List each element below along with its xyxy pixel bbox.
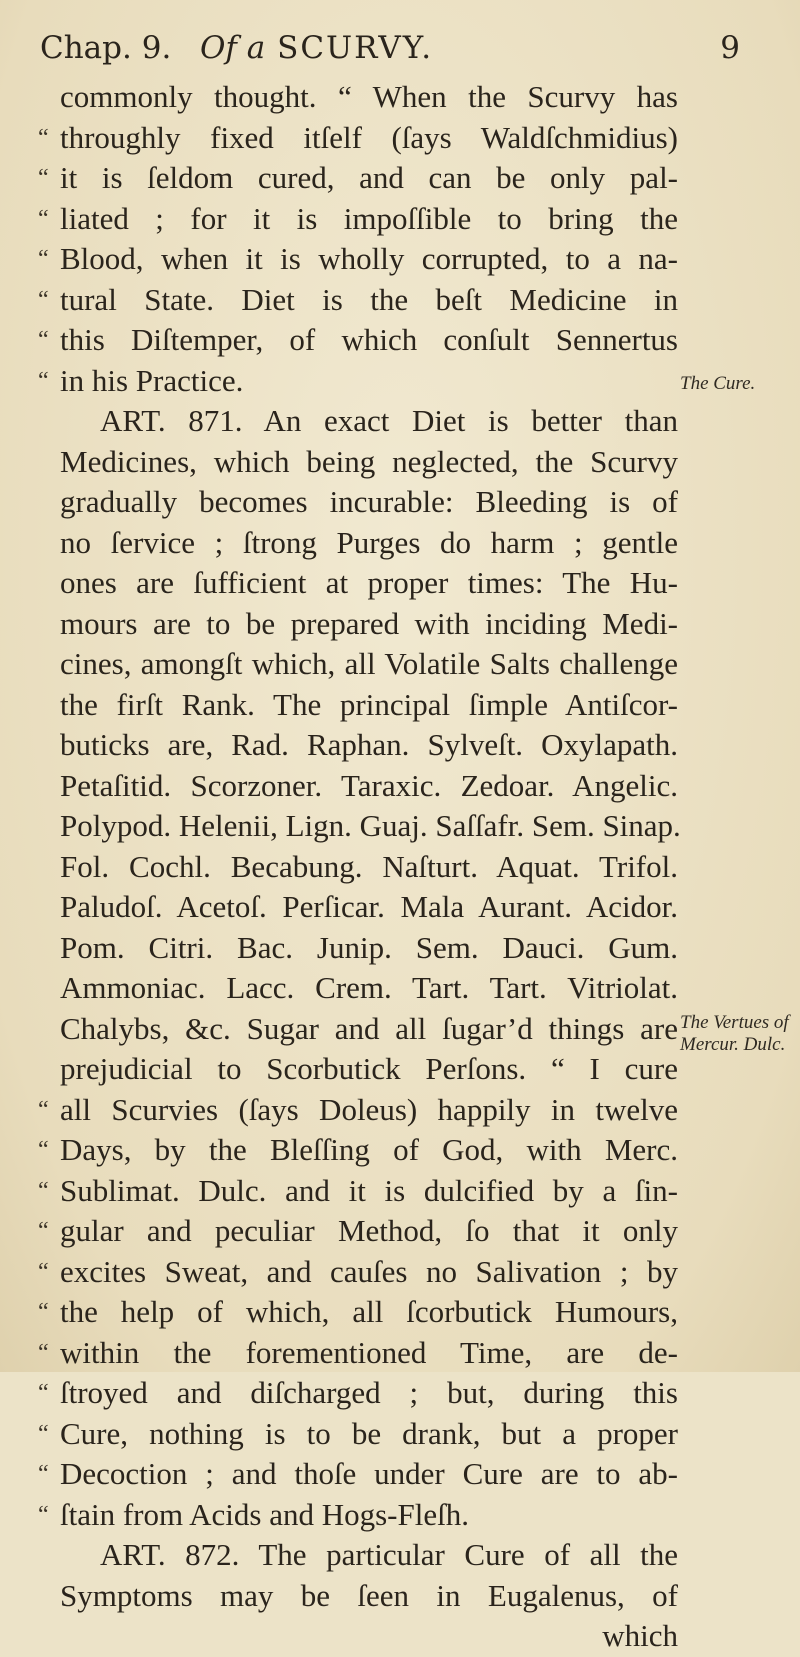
text-line bbox=[38, 1495, 678, 1536]
text-line bbox=[38, 280, 678, 321]
text-line bbox=[38, 685, 678, 726]
line-text: the firſt Rank. The principal ſimple Antiſcor- bbox=[60, 686, 678, 722]
text-line bbox=[38, 1454, 678, 1495]
line-text: prejudicial to Scorbutick Perſons. “ I cure bbox=[60, 1051, 678, 1086]
line-quote-mark: “ bbox=[38, 1177, 49, 1204]
line-text: ſtain from Acids and Hogs-Fleſh. bbox=[60, 1496, 469, 1532]
line-quote-mark: “ bbox=[38, 1420, 49, 1447]
running-title-main: SCURVY. bbox=[277, 30, 434, 66]
line-text: no ſervice ; ſtrong Purges do harm ; gentle bbox=[60, 524, 678, 560]
line-quote-mark: “ bbox=[38, 205, 49, 232]
line-text: Sublimat. Dulc. and it is dulcified by a ſin- bbox=[60, 1172, 678, 1208]
text-line bbox=[38, 158, 678, 199]
line-text: ones are ſufficient at proper times: The Hu- bbox=[60, 565, 678, 600]
line-text: excites Sweat, and cauſes no Salivation ; by bbox=[60, 1253, 678, 1289]
line-text: Pom. Citri. Bac. Junip. Sem. Dauci. Gum. bbox=[60, 929, 678, 965]
line-text: Paludoſ. Acetoſ. Perſicar. Mala Aurant. Acidor. bbox=[60, 889, 678, 924]
line-text: which bbox=[602, 1618, 678, 1653]
line-text: buticks are, Rad. Raphan. Sylveſt. Oxylapath. bbox=[60, 727, 678, 762]
text-line bbox=[38, 361, 678, 402]
body-text bbox=[38, 77, 681, 1657]
line-quote-mark: “ bbox=[38, 1461, 49, 1487]
line-text: this Diſtemper, of which conſult Sennertus bbox=[60, 322, 678, 357]
text-line bbox=[38, 199, 678, 240]
line-text: Symptoms may be ſeen in Eugalenus, of bbox=[60, 1577, 678, 1613]
line-text: cines, amongſt which, all Volatile Salts challenge bbox=[60, 646, 678, 681]
line-quote-mark: “ bbox=[38, 246, 49, 272]
text-line bbox=[38, 1576, 678, 1617]
text-line bbox=[38, 1049, 678, 1090]
line-quote-mark: “ bbox=[38, 286, 49, 313]
text-line bbox=[38, 1130, 678, 1171]
line-text: Polypod. Helenii, Lign. Guaj. Saſſafr. Sem. Sinap. bbox=[60, 808, 681, 843]
line-text: in his Practice. bbox=[60, 362, 244, 398]
line-text: Cure, nothing is to be drank, but a proper bbox=[60, 1415, 678, 1451]
text-line bbox=[38, 644, 678, 685]
running-title bbox=[200, 30, 433, 66]
running-title-prefix: Of a bbox=[200, 30, 266, 66]
line-text: Fol. Cochl. Becabung. Naſturt. Aquat. Trifol. bbox=[60, 848, 678, 884]
text-line bbox=[38, 118, 678, 159]
line-text: gular and peculiar Method, ſo that it only bbox=[60, 1213, 678, 1248]
text-line bbox=[38, 1292, 678, 1333]
line-text: Blood, when it is wholly corrupted, to a na- bbox=[60, 241, 678, 276]
text-line bbox=[38, 766, 678, 807]
text-line bbox=[38, 1333, 678, 1374]
line-quote-mark: “ bbox=[38, 367, 49, 394]
text-line bbox=[38, 1090, 678, 1131]
line-text: Decoction ; and thoſe under Cure are to ab- bbox=[60, 1456, 678, 1491]
text-line bbox=[38, 1414, 678, 1455]
text-line bbox=[38, 1009, 678, 1050]
text-line bbox=[38, 928, 678, 969]
line-quote-mark: “ bbox=[38, 1339, 49, 1366]
line-text: ſtroyed and diſcharged ; but, during this bbox=[60, 1375, 678, 1410]
text-line bbox=[38, 1373, 678, 1414]
line-quote-mark: “ bbox=[38, 1501, 49, 1528]
page-number: 9 bbox=[720, 30, 740, 66]
line-text: gradually becomes incurable: Bleeding is of bbox=[60, 484, 678, 519]
text-line bbox=[38, 1171, 678, 1212]
line-text: ART. 871. An exact Diet is better than bbox=[100, 403, 678, 438]
text-line bbox=[38, 1211, 678, 1252]
line-text: throughly fixed itſelf (ſays Waldſchmidius) bbox=[60, 119, 678, 155]
margin-note-vertues-line2: Mercur. Dulc. bbox=[680, 1034, 786, 1055]
line-text: tural State. Diet is the beſt Medicine in bbox=[60, 281, 678, 317]
text-line bbox=[38, 482, 678, 523]
line-text: ART. 872. The particular Cure of all the bbox=[100, 1537, 678, 1572]
line-quote-mark: “ bbox=[38, 1380, 49, 1406]
line-quote-mark: “ bbox=[38, 1218, 49, 1244]
text-line bbox=[38, 847, 678, 888]
line-text: the help of which, all ſcorbutick Humours, bbox=[60, 1294, 678, 1329]
text-line bbox=[38, 1616, 678, 1657]
text-line bbox=[38, 1252, 678, 1293]
line-text: within the forementioned Time, are de- bbox=[60, 1334, 678, 1370]
line-text: Medicines, which being neglected, the Scurvy bbox=[60, 443, 678, 479]
line-quote-mark: “ bbox=[38, 1137, 49, 1163]
text-line bbox=[38, 77, 678, 118]
text-line bbox=[38, 401, 678, 442]
margin-note-the-cure: The Cure. bbox=[680, 373, 756, 394]
line-quote-mark: “ bbox=[38, 327, 49, 353]
running-header bbox=[40, 30, 760, 76]
line-quote-mark: “ bbox=[38, 165, 49, 191]
margin-note-vertues-line1: The Vertues of bbox=[680, 1012, 789, 1033]
text-line bbox=[38, 968, 678, 1009]
line-text: Petaſitid. Scorzoner. Taraxic. Zedoar. Angelic. bbox=[60, 767, 678, 803]
line-quote-mark: “ bbox=[38, 1258, 49, 1285]
text-line bbox=[38, 239, 678, 280]
text-line bbox=[38, 523, 678, 564]
text-line bbox=[38, 320, 678, 361]
line-quote-mark: “ bbox=[38, 1299, 49, 1325]
text-line bbox=[38, 1535, 678, 1576]
line-text: it is ſeldom cured, and can be only pal- bbox=[60, 160, 678, 195]
line-quote-mark: “ bbox=[38, 124, 49, 151]
text-line bbox=[38, 887, 678, 928]
text-line bbox=[38, 604, 678, 645]
text-line bbox=[38, 442, 678, 483]
line-text: liated ; for it is impoſſible to bring the bbox=[60, 200, 678, 236]
chapter-label: Chap. 9. bbox=[40, 30, 172, 66]
text-line bbox=[38, 806, 681, 847]
text-line bbox=[38, 563, 678, 604]
line-text: all Scurvies (ſays Doleus) happily in twelve bbox=[60, 1091, 678, 1127]
line-text: commonly thought. “ When the Scurvy has bbox=[60, 79, 678, 114]
line-text: Chalybs, &c. Sugar and all ſugar’d things are bbox=[60, 1010, 678, 1046]
line-text: Days, by the Bleſſing of God, with Merc. bbox=[60, 1132, 678, 1167]
line-quote-mark: “ bbox=[38, 1096, 49, 1123]
line-text: mours are to be prepared with inciding Medi- bbox=[60, 605, 678, 641]
text-line bbox=[38, 725, 678, 766]
line-text: Ammoniac. Lacc. Crem. Tart. Tart. Vitriolat. bbox=[60, 970, 678, 1005]
